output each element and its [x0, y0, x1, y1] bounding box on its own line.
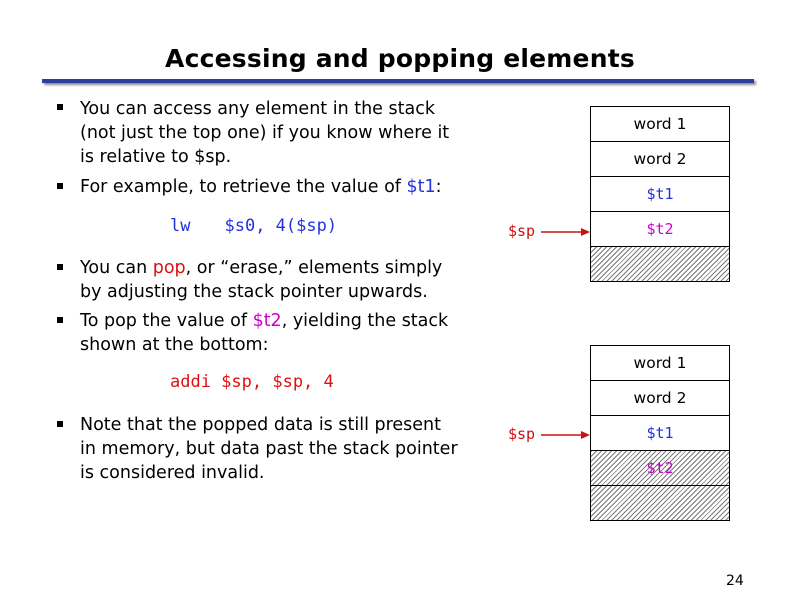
code-addi: addi $sp, $sp, 4	[170, 372, 334, 392]
bullet-icon	[57, 421, 63, 427]
bullet-5-line: in memory, but data past the stack pointer	[80, 439, 458, 459]
bullet-4-text: To pop the value of	[80, 311, 253, 331]
stack-cell-word1: word 1	[590, 345, 730, 381]
bullet-5-line: Note that the popped data is still present	[80, 415, 442, 435]
bullet-icon	[57, 317, 63, 323]
bullet-2	[80, 175, 442, 199]
bullet-1	[80, 97, 449, 169]
stack-cell-t1: $t1	[590, 177, 730, 212]
bullet-4-text: , yielding the stack	[281, 311, 449, 331]
register-t2: $t2	[252, 311, 282, 331]
pop-keyword: pop	[152, 258, 186, 278]
bullet-5-line: is considered invalid.	[80, 463, 265, 483]
stack-cell-word2: word 2	[590, 381, 730, 416]
bullet-1-line: (not just the top one) if you know where it	[80, 123, 450, 143]
bullet-1-line: is relative to $sp.	[80, 147, 232, 167]
bullet-3-text: , or “erase,” elements simply	[185, 258, 443, 278]
bullet-5	[80, 413, 458, 485]
title-underline	[42, 79, 754, 83]
stack-cell-word2: word 2	[590, 142, 730, 177]
bullet-icon	[57, 183, 63, 189]
code-lw-opcode: lw	[170, 216, 191, 236]
bullet-3	[80, 256, 442, 304]
sp-label-top: $sp	[508, 222, 536, 240]
code-lw	[170, 216, 337, 236]
bullet-icon	[57, 264, 63, 270]
bullet-2-colon: :	[435, 177, 442, 197]
bullet-2-text: For example, to retrieve the value of	[80, 177, 407, 197]
stack-cell-invalid	[590, 247, 730, 282]
page-number: 24	[726, 573, 744, 589]
bullet-3-line: by adjusting the stack pointer upwards.	[80, 282, 428, 302]
bullet-4	[80, 309, 448, 357]
stack-cell-word1: word 1	[590, 106, 730, 142]
bullet-icon	[57, 104, 63, 110]
stack-cell-t1: $t1	[590, 416, 730, 451]
stack-cell-invalid	[590, 486, 730, 521]
stack-after-pop	[590, 345, 730, 521]
sp-arrow-bottom-icon	[541, 428, 591, 442]
register-t1: $t1	[406, 177, 436, 197]
stack-cell-t2: $t2	[590, 212, 730, 247]
sp-label-bottom: $sp	[508, 425, 536, 443]
stack-cell-t2-invalid: $t2	[590, 451, 730, 486]
code-lw-args: $s0, 4($sp)	[224, 216, 338, 236]
stack-before-pop	[590, 106, 730, 282]
slide-title: Accessing and popping elements	[165, 44, 635, 73]
bullet-1-line: You can access any element in the stack	[80, 99, 435, 119]
sp-arrow-top-icon	[541, 225, 591, 239]
bullet-4-line: shown at the bottom:	[80, 335, 269, 355]
bullet-3-text: You can	[80, 258, 153, 278]
